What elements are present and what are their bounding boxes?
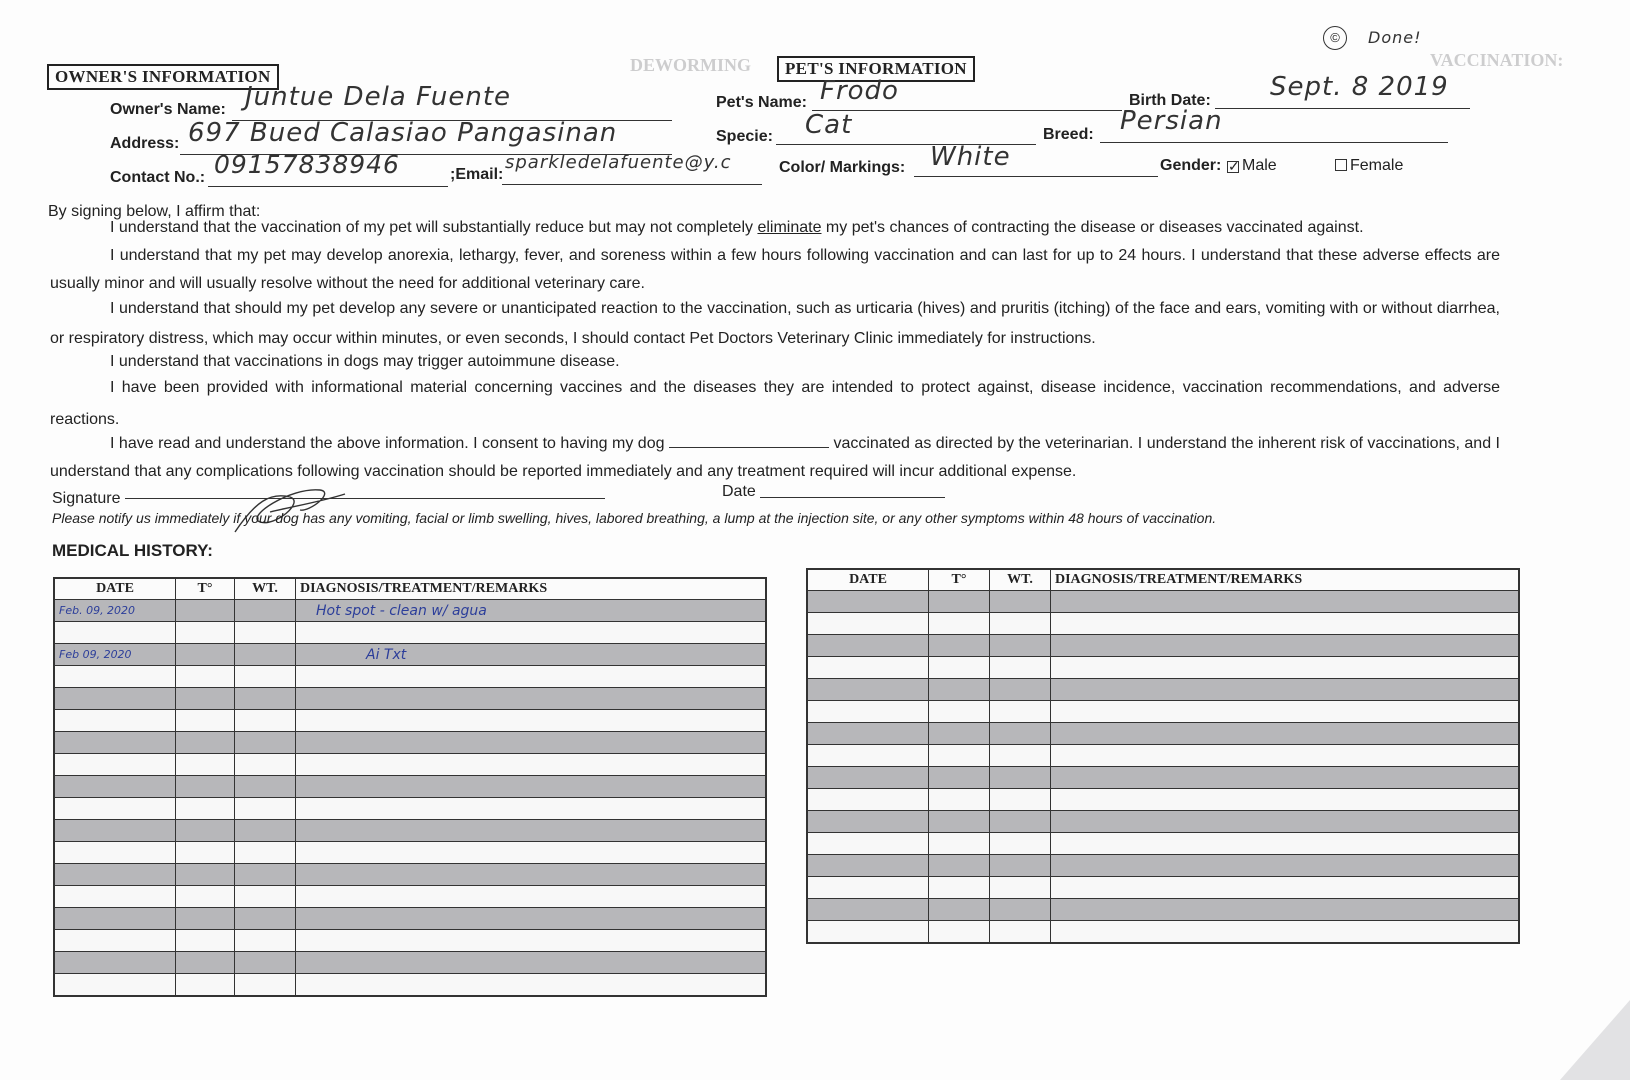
temp-cell[interactable]: [176, 776, 235, 798]
temp-cell[interactable]: [929, 811, 990, 833]
consent-paragraph-4: I understand that vaccinations in dogs may trigger autoimmune disease.: [110, 353, 620, 370]
temp-cell[interactable]: [176, 600, 235, 622]
temp-cell[interactable]: [176, 842, 235, 864]
weight-cell[interactable]: [990, 613, 1051, 635]
date-cell[interactable]: [807, 745, 929, 767]
owner-name-label: Owner's Name:: [110, 101, 226, 118]
diagnosis-cell[interactable]: [1051, 723, 1520, 745]
consent-p1-text-b: my pet's chances of contracting the disease or diseases vaccinated against.: [821, 219, 1364, 236]
table-row: [54, 974, 766, 997]
col-weight-header: WT.: [990, 569, 1051, 591]
male-checkbox-checked-icon[interactable]: ✓: [1228, 158, 1240, 174]
date-cell[interactable]: [807, 877, 929, 899]
weight-cell[interactable]: [235, 864, 296, 886]
weight-cell[interactable]: [990, 635, 1051, 657]
contact-label: Contact No.:: [110, 169, 206, 186]
table-row: [54, 842, 766, 864]
table-row: [54, 908, 766, 930]
col-diagnosis-header: DIAGNOSIS/TREATMENT/REMARKS: [296, 578, 767, 600]
col-temp-header: T°: [929, 569, 990, 591]
weight-cell[interactable]: [990, 811, 1051, 833]
diagnosis-cell[interactable]: [1051, 701, 1520, 723]
date-cell[interactable]: [807, 767, 929, 789]
date-cell[interactable]: [54, 820, 176, 842]
temp-cell[interactable]: [176, 930, 235, 952]
col-diagnosis-header: DIAGNOSIS/TREATMENT/REMARKS: [1051, 569, 1520, 591]
date-cell[interactable]: [807, 921, 929, 944]
temp-cell[interactable]: [929, 877, 990, 899]
diagnosis-cell[interactable]: Hot spot - clean w/ agua: [296, 600, 767, 622]
table-row: [807, 833, 1519, 855]
diagnosis-cell[interactable]: [296, 908, 767, 930]
color-markings-label: Color/ Markings:: [779, 159, 906, 176]
date-cell[interactable]: [807, 591, 929, 613]
date-cell[interactable]: [807, 811, 929, 833]
weight-cell[interactable]: [990, 833, 1051, 855]
date-cell[interactable]: [54, 732, 176, 754]
dog-name-blank[interactable]: [669, 433, 829, 448]
breed-value: Persian: [1120, 106, 1223, 136]
pet-name-value: Frodo: [820, 76, 899, 106]
temp-cell[interactable]: [176, 820, 235, 842]
table-row: [807, 745, 1519, 767]
diagnosis-cell[interactable]: [1051, 745, 1520, 767]
weight-cell[interactable]: [990, 679, 1051, 701]
weight-cell[interactable]: [235, 952, 296, 974]
circled-mark-icon: ©: [1323, 26, 1347, 50]
temp-cell[interactable]: [176, 798, 235, 820]
medical-table-right: [806, 568, 1520, 944]
date-cell[interactable]: [54, 688, 176, 710]
temp-cell[interactable]: [929, 855, 990, 877]
female-checkbox-icon[interactable]: [1335, 159, 1347, 171]
weight-cell[interactable]: [990, 855, 1051, 877]
date-cell[interactable]: [54, 930, 176, 952]
weight-cell[interactable]: [235, 622, 296, 644]
table-row: [54, 820, 766, 842]
weight-cell[interactable]: [990, 921, 1051, 944]
table-row: [54, 644, 766, 666]
weight-cell[interactable]: [235, 908, 296, 930]
date-cell[interactable]: Feb 09, 2020: [54, 644, 176, 666]
weight-cell[interactable]: [990, 899, 1051, 921]
date-cell[interactable]: [807, 723, 929, 745]
temp-cell[interactable]: [929, 921, 990, 944]
gender-female-option[interactable]: [1335, 157, 1403, 175]
table-row: [54, 688, 766, 710]
table-row: [807, 679, 1519, 701]
table-row: [54, 798, 766, 820]
diagnosis-cell[interactable]: [296, 754, 767, 776]
weight-cell[interactable]: [235, 842, 296, 864]
diagnosis-cell[interactable]: [1051, 811, 1520, 833]
diagnosis-cell[interactable]: [1051, 855, 1520, 877]
temp-cell[interactable]: [929, 591, 990, 613]
breed-label: Breed:: [1043, 126, 1094, 143]
table-row: [54, 952, 766, 974]
col-date-header: DATE: [54, 578, 176, 600]
weight-cell[interactable]: [235, 688, 296, 710]
temp-cell[interactable]: [176, 952, 235, 974]
table-row: [54, 886, 766, 908]
color-markings-value: White: [930, 142, 1011, 172]
medical-history-title: MEDICAL HISTORY:: [52, 541, 213, 560]
birth-date-value: Sept. 8 2019: [1270, 72, 1449, 102]
date-cell[interactable]: Feb. 09, 2020: [54, 600, 176, 622]
diagnosis-cell[interactable]: [1051, 679, 1520, 701]
temp-cell[interactable]: [929, 789, 990, 811]
weight-cell[interactable]: [235, 820, 296, 842]
diagnosis-cell[interactable]: [296, 798, 767, 820]
gender-female-label: Female: [1350, 157, 1404, 174]
temp-cell[interactable]: [176, 732, 235, 754]
weight-cell[interactable]: [235, 886, 296, 908]
weight-cell[interactable]: [235, 930, 296, 952]
diagnosis-cell[interactable]: [296, 710, 767, 732]
birth-date-label: Birth Date:: [1129, 92, 1211, 109]
diagnosis-cell[interactable]: [296, 666, 767, 688]
medical-table-left: [53, 577, 767, 997]
bleed-through-vaccination: VACCINATION:: [1430, 50, 1564, 70]
temp-cell[interactable]: [929, 679, 990, 701]
diagnosis-cell[interactable]: [1051, 591, 1520, 613]
temp-cell[interactable]: [929, 701, 990, 723]
table-row: [807, 701, 1519, 723]
diagnosis-cell[interactable]: [296, 776, 767, 798]
consent-paragraph-5: I have been provided with informational material concerning vaccines and the diseases they are intended to protect against, disease incidence, vaccination recommendations, and adverse reactions.: [50, 379, 1500, 428]
diagnosis-cell[interactable]: [296, 732, 767, 754]
date-cell[interactable]: [807, 635, 929, 657]
diagnosis-cell[interactable]: [1051, 767, 1520, 789]
date-cell[interactable]: [54, 974, 176, 997]
consent-p1-underlined: eliminate: [757, 219, 822, 236]
gender-male-option[interactable]: [1227, 157, 1277, 175]
diagnosis-cell[interactable]: [1051, 899, 1520, 921]
table-row: [807, 767, 1519, 789]
date-cell[interactable]: [807, 789, 929, 811]
specie-label: Specie:: [716, 128, 773, 145]
weight-cell[interactable]: [235, 776, 296, 798]
temp-cell[interactable]: [176, 974, 235, 997]
owner-name-value: Juntue Dela Fuente: [245, 82, 512, 112]
signature-line[interactable]: [125, 498, 605, 499]
date-cell[interactable]: [807, 701, 929, 723]
col-temp-header: T°: [176, 578, 235, 600]
corner-note: Done!: [1368, 28, 1422, 47]
table-row: [807, 899, 1519, 921]
temp-cell[interactable]: [176, 666, 235, 688]
diagnosis-cell[interactable]: [1051, 789, 1520, 811]
diagnosis-cell[interactable]: [296, 952, 767, 974]
temp-cell[interactable]: [929, 899, 990, 921]
temp-cell[interactable]: [929, 723, 990, 745]
temp-cell[interactable]: [929, 767, 990, 789]
weight-cell[interactable]: [990, 767, 1051, 789]
weight-cell[interactable]: [235, 600, 296, 622]
email-label: ;Email:: [450, 166, 504, 183]
owner-section-title: OWNER'S INFORMATION: [47, 64, 279, 90]
date-cell[interactable]: [54, 622, 176, 644]
weight-cell[interactable]: [235, 644, 296, 666]
temp-cell[interactable]: [176, 908, 235, 930]
consent-paragraph-3: I understand that should my pet develop any severe or unanticipated reaction to the vaccination, such as urticaria (hives) and pruritis (itching) of the face and ears, vomiting with or without diarrhea, or respiratory distress, which may occur within minutes, or even seconds, I should contact Pet Doctors Veterinary Clinic immediately for instructions.: [50, 300, 1500, 347]
table-row: [54, 930, 766, 952]
col-date-header: DATE: [807, 569, 929, 591]
date-cell[interactable]: [54, 710, 176, 732]
date-cell[interactable]: [807, 899, 929, 921]
table-row: [807, 789, 1519, 811]
table-row: [54, 732, 766, 754]
date-cell[interactable]: [54, 908, 176, 930]
temp-cell[interactable]: [929, 635, 990, 657]
weight-cell[interactable]: [990, 657, 1051, 679]
consent-paragraph-6: [50, 430, 1500, 486]
temp-cell[interactable]: [176, 622, 235, 644]
diagnosis-cell[interactable]: [1051, 921, 1520, 944]
weight-cell[interactable]: [990, 723, 1051, 745]
weight-cell[interactable]: [235, 710, 296, 732]
table-row: [54, 864, 766, 886]
col-weight-header: WT.: [235, 578, 296, 600]
date-cell[interactable]: [54, 886, 176, 908]
consent-p6-text-b: vaccinated as directed by the veterinarian. I understand the inherent risk of vaccinations, and I understand that any complications following vaccination should be reported immediately and any treatment required will incur additional expense.: [50, 435, 1501, 480]
diagnosis-cell[interactable]: [296, 842, 767, 864]
weight-cell[interactable]: [990, 591, 1051, 613]
gender-label: Gender:: [1160, 157, 1222, 174]
diagnosis-cell[interactable]: [296, 930, 767, 952]
diagnosis-cell[interactable]: Ai Txt: [296, 644, 767, 666]
pet-section-title: PET'S INFORMATION: [777, 56, 975, 82]
pet-name-label: Pet's Name:: [716, 94, 807, 111]
table-row: [807, 723, 1519, 745]
temp-cell[interactable]: [929, 745, 990, 767]
diagnosis-cell[interactable]: [296, 622, 767, 644]
table-row: [54, 776, 766, 798]
table-row: [807, 811, 1519, 833]
date-cell[interactable]: [54, 754, 176, 776]
weight-cell[interactable]: [235, 974, 296, 997]
temp-cell[interactable]: [929, 613, 990, 635]
date-cell[interactable]: [54, 952, 176, 974]
diagnosis-cell[interactable]: [1051, 833, 1520, 855]
date-cell[interactable]: [807, 613, 929, 635]
temp-cell[interactable]: [176, 886, 235, 908]
table-row: [807, 657, 1519, 679]
table-row: [54, 754, 766, 776]
temp-cell[interactable]: [176, 710, 235, 732]
weight-cell[interactable]: [990, 745, 1051, 767]
diagnosis-cell[interactable]: [296, 974, 767, 997]
consent-paragraph-2: I understand that my pet may develop anorexia, lethargy, fever, and soreness within a few hours following vaccination and can last for up to 24 hours. I understand that these adverse effects are usually minor and will usually resolve without the need for additional veterinary care.: [50, 247, 1500, 292]
signature-label: Signature: [52, 490, 121, 507]
weight-cell[interactable]: [235, 754, 296, 776]
table-row: [807, 613, 1519, 635]
diagnosis-cell[interactable]: [296, 820, 767, 842]
weight-cell[interactable]: [235, 798, 296, 820]
date-cell[interactable]: [807, 833, 929, 855]
temp-cell[interactable]: [176, 644, 235, 666]
date-cell[interactable]: [54, 798, 176, 820]
diagnosis-cell[interactable]: [1051, 613, 1520, 635]
weight-cell[interactable]: [990, 701, 1051, 723]
temp-cell[interactable]: [176, 754, 235, 776]
weight-cell[interactable]: [235, 732, 296, 754]
date-cell[interactable]: [807, 679, 929, 701]
table-row: [54, 600, 766, 622]
weight-cell[interactable]: [235, 666, 296, 688]
address-label: Address:: [110, 135, 180, 152]
diagnosis-cell[interactable]: [1051, 877, 1520, 899]
consent-p6-text-a: I have read and understand the above information. I consent to having my dog: [110, 435, 669, 452]
date-cell[interactable]: [807, 855, 929, 877]
diagnosis-cell[interactable]: [296, 886, 767, 908]
table-row: [54, 710, 766, 732]
diagnosis-cell[interactable]: [296, 688, 767, 710]
diagnosis-cell[interactable]: [1051, 657, 1520, 679]
address-value: 697 Bued Calasiao Pangasinan: [188, 118, 618, 148]
notification-notice: Please notify us immediately if your dog has any vomiting, facial or limb swelling, hives, labored breathing, a lump at the injection site, or any other symptoms within 48 hours of vaccination.: [52, 510, 1217, 526]
consent-p1-text-a: I understand that the vaccination of my pet will substantially reduce but may not completely: [110, 219, 758, 236]
contact-value: 09157838946: [214, 150, 400, 179]
gender-male-label: Male: [1242, 157, 1277, 174]
bleed-through-deworming: DEWORMING: [630, 55, 751, 75]
date-cell[interactable]: [807, 657, 929, 679]
table-row: [807, 921, 1519, 944]
diagnosis-cell[interactable]: [296, 864, 767, 886]
weight-cell[interactable]: [990, 789, 1051, 811]
date-cell[interactable]: [54, 666, 176, 688]
date-cell[interactable]: [54, 776, 176, 798]
table-row: [807, 635, 1519, 657]
table-row: [807, 591, 1519, 613]
date-label: Date: [722, 483, 756, 500]
date-line[interactable]: [760, 497, 945, 498]
weight-cell[interactable]: [990, 877, 1051, 899]
email-value: sparkledelafuente@y.c: [505, 152, 732, 173]
table-row: [54, 666, 766, 688]
diagnosis-cell[interactable]: [1051, 635, 1520, 657]
table-row: [807, 877, 1519, 899]
temp-cell[interactable]: [176, 688, 235, 710]
date-cell[interactable]: [54, 842, 176, 864]
consent-paragraph-1: [50, 218, 1560, 238]
specie-value: Cat: [805, 110, 853, 140]
temp-cell[interactable]: [929, 657, 990, 679]
temp-cell[interactable]: [929, 833, 990, 855]
table-row: [807, 855, 1519, 877]
date-cell[interactable]: [54, 864, 176, 886]
torn-corner: [1560, 1000, 1630, 1080]
consent-intro: By signing below, I affirm that:: [48, 203, 261, 220]
temp-cell[interactable]: [176, 864, 235, 886]
table-row: [54, 622, 766, 644]
